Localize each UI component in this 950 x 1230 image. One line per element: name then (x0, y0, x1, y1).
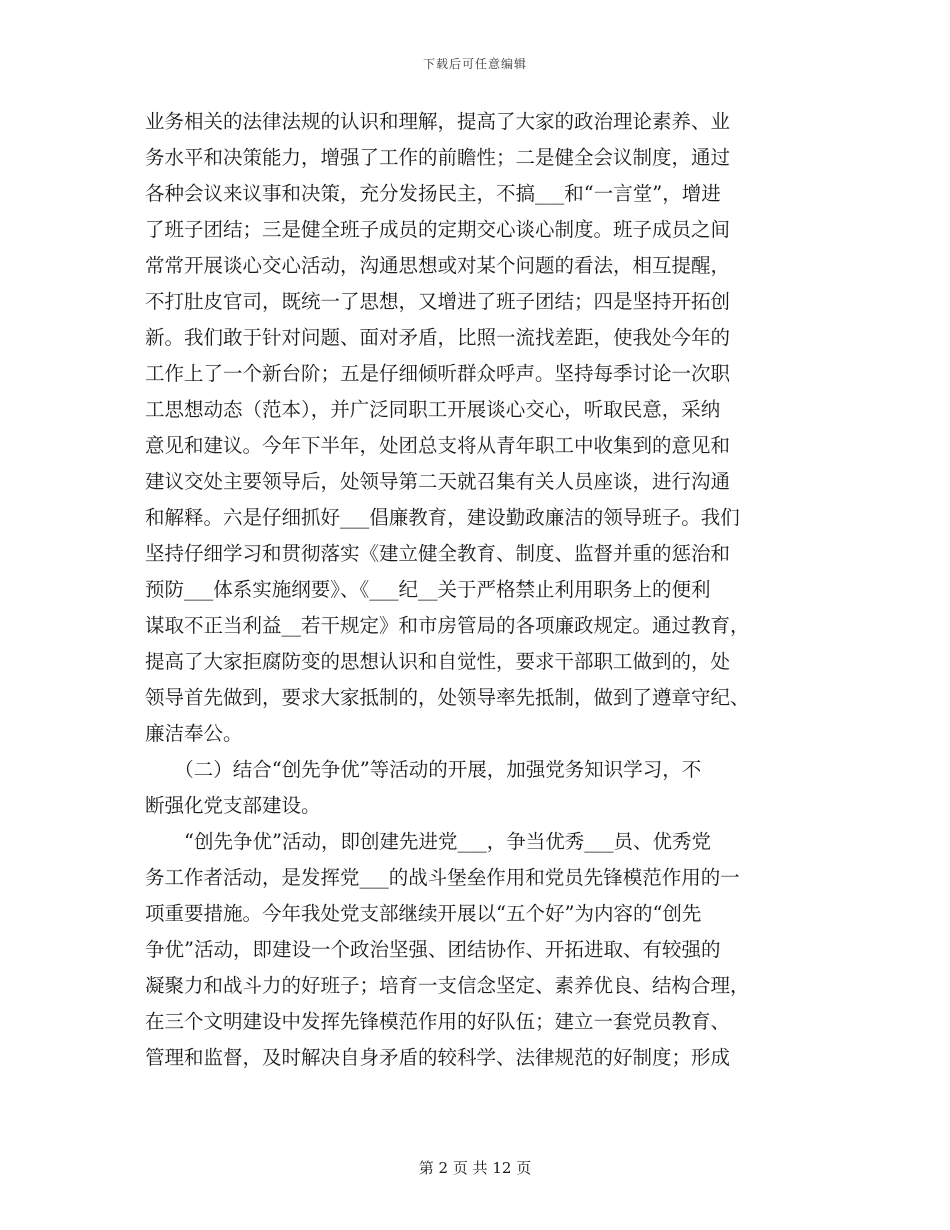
body-line: 不打肚皮官司，既统一了思想，又增进了班子团结；四是坚持开拓创 (145, 290, 731, 313)
body-line: 常常开展谈心交心活动，沟通思想或对某个问题的看法，相互提醒， (145, 254, 731, 277)
body-line: 领导首先做到，要求大家抵制的，处领导率先抵制，做到了遵章守纪、 (145, 686, 750, 709)
body-line: 预防___体系实施纲要》、《___纪__关于严格禁止利用职务上的便利 (145, 578, 711, 601)
body-line: 工思想动态（范本），并广泛同职工开展谈心交心，听取民意，采纳 (145, 398, 721, 421)
body-line: 在三个文明建设中发挥先锋模范作用的好队伍；建立一套党员教育、 (145, 1010, 731, 1033)
body-line: 各种会议来议事和决策，充分发扬民主，不搞___和“一言堂”，增进 (145, 182, 721, 205)
page-footer: 第 2 页 共 12 页 (418, 1159, 532, 1177)
body-line: 管理和监督，及时解决自身矛盾的较科学、法律规范的好制度；形成 (145, 1046, 731, 1069)
body-line: 务水平和决策能力，增强了工作的前瞻性；二是健全会议制度，通过 (145, 146, 731, 169)
body-line: 项重要措施。今年我处党支部继续开展以“五个好”为内容的“创先 (145, 902, 702, 925)
document-body (145, 104, 805, 1076)
body-line: 业务相关的法律法规的认识和理解，提高了大家的政治理论素养、业 (145, 110, 731, 133)
body-line: 提高了大家拒腐防变的思想认识和自觉性，要求干部职工做到的，处 (145, 650, 731, 673)
body-line: 谋取不正当利益__若干规定》和市房管局的各项廉政规定。通过教育， (145, 614, 750, 637)
page-header: 下载后可任意编辑 (422, 57, 527, 71)
body-line: 凝聚力和战斗力的好班子；培育一支信念坚定、素养优良、结构合理， (145, 974, 750, 997)
body-line: 务工作者活动，是发挥党___的战斗堡垒作用和党员先锋模范作用的一 (145, 866, 740, 889)
body-line: 坚持仔细学习和贯彻落实《建立健全教育、制度、监督并重的惩治和 (145, 542, 731, 565)
body-line: 新。我们敢于针对问题、面对矛盾，比照一流找差距，使我处今年的 (145, 326, 731, 349)
section-heading-line: 断强化党支部建设。 (145, 794, 321, 817)
body-line: 和解释。六是仔细抓好___倡廉教育，建设勤政廉洁的领导班子。我们 (145, 506, 740, 529)
body-line: 意见和建议。今年下半年，处团总支将从青年职工中收集到的意见和 (145, 434, 731, 457)
body-line: 争优”活动，即建设一个政治坚强、团结协作、开拓进取、有较强的 (145, 938, 721, 961)
body-line: 建议交处主要领导后，处领导第二天就召集有关人员座谈，进行沟通 (145, 470, 731, 493)
section-heading-line: （二）结合“创先争优”等活动的开展，加强党务知识学习，不 (145, 758, 702, 781)
body-line: 廉洁奉公。 (145, 722, 243, 745)
body-line: “创先争优”活动，即创建先进党___，争当优秀___员、优秀党 (145, 830, 711, 853)
body-line: 工作上了一个新台阶；五是仔细倾听群众呼声。坚持每季讨论一次职 (145, 362, 731, 385)
body-line: 了班子团结；三是健全班子成员的定期交心谈心制度。班子成员之间 (145, 218, 731, 241)
